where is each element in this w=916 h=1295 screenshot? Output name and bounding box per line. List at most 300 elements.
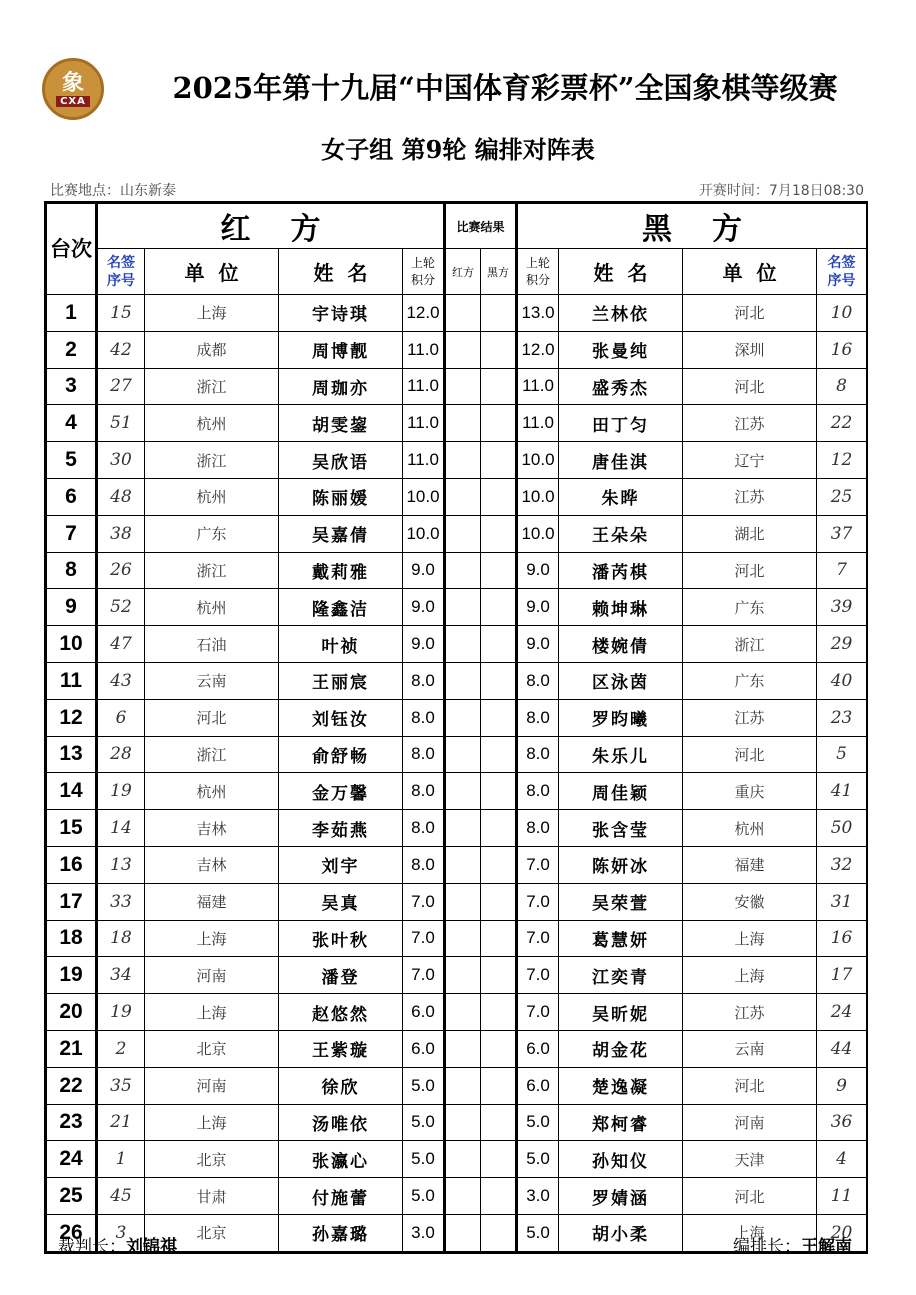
red-seq: 3 bbox=[97, 1214, 145, 1251]
result-black-cell bbox=[481, 331, 517, 368]
result-red-cell bbox=[445, 552, 481, 589]
start-time-label: 开赛时间：7月18日08:30 bbox=[698, 183, 864, 199]
board-number: 22 bbox=[47, 1067, 97, 1104]
result-black-cell bbox=[481, 773, 517, 810]
red-score-header-text: 上轮积分 bbox=[410, 255, 435, 287]
table-row bbox=[47, 1178, 867, 1215]
result-red-cell bbox=[445, 773, 481, 810]
red-score: 10.0 bbox=[403, 515, 445, 552]
pairing-rows bbox=[47, 295, 867, 1252]
red-name: 汤唯依 bbox=[279, 1104, 403, 1141]
red-name: 叶祯 bbox=[279, 626, 403, 663]
black-unit: 江苏 bbox=[683, 405, 817, 442]
logo-text: CXA bbox=[56, 96, 90, 107]
page-subtitle: 女子组 第9轮 编排对阵表 bbox=[321, 135, 595, 164]
black-score: 7.0 bbox=[517, 920, 559, 957]
result-red-cell bbox=[445, 1141, 481, 1178]
red-score: 7.0 bbox=[403, 883, 445, 920]
table-row bbox=[47, 405, 867, 442]
black-seq: 16 bbox=[817, 920, 867, 957]
board-header: 台次 bbox=[47, 204, 97, 295]
black-name: 江奕青 bbox=[559, 957, 683, 994]
black-unit: 河北 bbox=[683, 295, 817, 332]
black-name: 罗昀曦 bbox=[559, 699, 683, 736]
board-number: 8 bbox=[47, 552, 97, 589]
red-seq: 35 bbox=[97, 1067, 145, 1104]
black-seq: 40 bbox=[817, 662, 867, 699]
result-red-cell bbox=[445, 846, 481, 883]
black-score: 5.0 bbox=[517, 1104, 559, 1141]
black-seq: 44 bbox=[817, 1030, 867, 1067]
black-seq: 17 bbox=[817, 957, 867, 994]
result-red-cell bbox=[445, 994, 481, 1031]
red-unit: 甘肃 bbox=[145, 1178, 279, 1215]
red-seq: 48 bbox=[97, 478, 145, 515]
black-unit: 辽宁 bbox=[683, 442, 817, 479]
black-score: 9.0 bbox=[517, 552, 559, 589]
result-black-cell bbox=[481, 736, 517, 773]
black-unit-header: 单位 bbox=[683, 249, 817, 295]
red-name: 付施蕾 bbox=[279, 1178, 403, 1215]
black-unit: 浙江 bbox=[683, 626, 817, 663]
red-seq: 18 bbox=[97, 920, 145, 957]
page-title: 2025年第十九届“中国体育彩票杯”全国象棋等级赛 bbox=[172, 71, 838, 105]
result-red-cell bbox=[445, 662, 481, 699]
black-seq: 23 bbox=[817, 699, 867, 736]
table-row bbox=[47, 331, 867, 368]
black-score: 7.0 bbox=[517, 883, 559, 920]
red-unit: 浙江 bbox=[145, 442, 279, 479]
red-score: 3.0 bbox=[403, 1214, 445, 1251]
black-seq: 8 bbox=[817, 368, 867, 405]
red-name: 刘钰汝 bbox=[279, 699, 403, 736]
red-seq: 33 bbox=[97, 883, 145, 920]
red-score: 11.0 bbox=[403, 368, 445, 405]
result-black-cell bbox=[481, 515, 517, 552]
red-seq: 51 bbox=[97, 405, 145, 442]
red-seq: 45 bbox=[97, 1178, 145, 1215]
black-score: 10.0 bbox=[517, 478, 559, 515]
black-score: 13.0 bbox=[517, 295, 559, 332]
black-seq: 12 bbox=[817, 442, 867, 479]
red-unit: 杭州 bbox=[145, 478, 279, 515]
black-score: 8.0 bbox=[517, 736, 559, 773]
red-score: 8.0 bbox=[403, 810, 445, 847]
board-number: 11 bbox=[47, 662, 97, 699]
red-name: 赵悠然 bbox=[279, 994, 403, 1031]
result-red-cell bbox=[445, 957, 481, 994]
red-name: 王丽宸 bbox=[279, 662, 403, 699]
result-black-cell bbox=[481, 589, 517, 626]
table-row bbox=[47, 589, 867, 626]
black-seq: 37 bbox=[817, 515, 867, 552]
result-black-cell bbox=[481, 295, 517, 332]
board-number: 7 bbox=[47, 515, 97, 552]
red-unit: 成都 bbox=[145, 331, 279, 368]
pairing-table bbox=[44, 201, 868, 1254]
result-black-cell bbox=[481, 994, 517, 1031]
venue-label: 比赛地点：山东新泰 bbox=[50, 183, 176, 199]
black-score: 8.0 bbox=[517, 810, 559, 847]
red-score: 7.0 bbox=[403, 957, 445, 994]
table-row bbox=[47, 626, 867, 663]
table-row bbox=[47, 773, 867, 810]
red-name: 李茹燕 bbox=[279, 810, 403, 847]
red-unit: 上海 bbox=[145, 994, 279, 1031]
red-score: 11.0 bbox=[403, 405, 445, 442]
red-score: 11.0 bbox=[403, 331, 445, 368]
red-score: 12.0 bbox=[403, 295, 445, 332]
black-name: 张含莹 bbox=[559, 810, 683, 847]
result-red-cell bbox=[445, 442, 481, 479]
board-number: 18 bbox=[47, 920, 97, 957]
result-black-cell bbox=[481, 883, 517, 920]
black-score: 12.0 bbox=[517, 331, 559, 368]
red-score: 8.0 bbox=[403, 736, 445, 773]
black-score: 7.0 bbox=[517, 846, 559, 883]
black-unit: 湖北 bbox=[683, 515, 817, 552]
result-black-cell bbox=[481, 846, 517, 883]
board-number: 16 bbox=[47, 846, 97, 883]
red-name: 刘宇 bbox=[279, 846, 403, 883]
black-unit: 河北 bbox=[683, 1178, 817, 1215]
result-black-cell bbox=[481, 1141, 517, 1178]
black-name: 潘芮棋 bbox=[559, 552, 683, 589]
black-seq-header-text: 名签序号 bbox=[827, 254, 856, 289]
red-score: 6.0 bbox=[403, 1030, 445, 1067]
red-unit: 吉林 bbox=[145, 810, 279, 847]
black-name: 区泳茵 bbox=[559, 662, 683, 699]
red-name-header: 姓名 bbox=[279, 249, 403, 295]
black-score-header-text: 上轮积分 bbox=[526, 255, 551, 287]
black-score: 10.0 bbox=[517, 442, 559, 479]
result-red-cell bbox=[445, 736, 481, 773]
black-name: 盛秀杰 bbox=[559, 368, 683, 405]
red-seq: 21 bbox=[97, 1104, 145, 1141]
red-name: 陈丽媛 bbox=[279, 478, 403, 515]
board-number: 20 bbox=[47, 994, 97, 1031]
black-name: 胡金花 bbox=[559, 1030, 683, 1067]
board-number: 19 bbox=[47, 957, 97, 994]
black-unit: 江苏 bbox=[683, 994, 817, 1031]
result-red-cell bbox=[445, 478, 481, 515]
black-score-header bbox=[517, 249, 559, 295]
black-unit: 江苏 bbox=[683, 699, 817, 736]
red-unit: 杭州 bbox=[145, 589, 279, 626]
black-seq-header bbox=[817, 249, 867, 295]
red-name: 周博靓 bbox=[279, 331, 403, 368]
red-score: 6.0 bbox=[403, 994, 445, 1031]
red-name: 吴真 bbox=[279, 883, 403, 920]
red-seq: 47 bbox=[97, 626, 145, 663]
black-seq: 39 bbox=[817, 589, 867, 626]
black-name: 吴昕妮 bbox=[559, 994, 683, 1031]
black-unit: 深圳 bbox=[683, 331, 817, 368]
red-seq: 19 bbox=[97, 773, 145, 810]
red-unit: 浙江 bbox=[145, 552, 279, 589]
result-red-header: 红方 bbox=[445, 249, 481, 295]
red-score: 8.0 bbox=[403, 773, 445, 810]
board-number: 14 bbox=[47, 773, 97, 810]
black-score: 11.0 bbox=[517, 368, 559, 405]
red-seq: 42 bbox=[97, 331, 145, 368]
red-unit: 北京 bbox=[145, 1214, 279, 1251]
result-red-cell bbox=[445, 295, 481, 332]
black-side-header: 黑方 bbox=[517, 204, 867, 249]
board-number: 9 bbox=[47, 589, 97, 626]
black-score: 8.0 bbox=[517, 662, 559, 699]
red-unit: 河北 bbox=[145, 699, 279, 736]
result-red-cell bbox=[445, 1178, 481, 1215]
red-score: 5.0 bbox=[403, 1067, 445, 1104]
red-seq: 6 bbox=[97, 699, 145, 736]
red-unit: 广东 bbox=[145, 515, 279, 552]
table-row bbox=[47, 1067, 867, 1104]
table-row bbox=[47, 957, 867, 994]
red-unit: 上海 bbox=[145, 1104, 279, 1141]
result-black-cell bbox=[481, 1214, 517, 1251]
red-seq: 27 bbox=[97, 368, 145, 405]
black-unit: 杭州 bbox=[683, 810, 817, 847]
black-seq: 22 bbox=[817, 405, 867, 442]
red-unit: 杭州 bbox=[145, 773, 279, 810]
red-score: 8.0 bbox=[403, 699, 445, 736]
black-unit: 广东 bbox=[683, 589, 817, 626]
table-row bbox=[47, 478, 867, 515]
black-seq: 31 bbox=[817, 883, 867, 920]
red-name: 俞舒畅 bbox=[279, 736, 403, 773]
board-number: 12 bbox=[47, 699, 97, 736]
red-seq: 26 bbox=[97, 552, 145, 589]
result-black-cell bbox=[481, 662, 517, 699]
result-black-cell bbox=[481, 405, 517, 442]
table-row bbox=[47, 552, 867, 589]
black-name: 王朵朵 bbox=[559, 515, 683, 552]
red-unit: 浙江 bbox=[145, 736, 279, 773]
black-seq: 9 bbox=[817, 1067, 867, 1104]
result-red-cell bbox=[445, 883, 481, 920]
table-row bbox=[47, 1030, 867, 1067]
red-unit: 河南 bbox=[145, 957, 279, 994]
black-score: 9.0 bbox=[517, 626, 559, 663]
chief-arranger-label: 编排长： bbox=[733, 1237, 801, 1257]
result-black-cell bbox=[481, 957, 517, 994]
board-number: 2 bbox=[47, 331, 97, 368]
black-seq: 4 bbox=[817, 1141, 867, 1178]
red-name: 徐欣 bbox=[279, 1067, 403, 1104]
result-black-cell bbox=[481, 626, 517, 663]
table-row bbox=[47, 810, 867, 847]
black-unit: 福建 bbox=[683, 846, 817, 883]
red-seq: 34 bbox=[97, 957, 145, 994]
red-seq: 52 bbox=[97, 589, 145, 626]
result-black-cell bbox=[481, 552, 517, 589]
black-seq: 36 bbox=[817, 1104, 867, 1141]
black-score: 11.0 bbox=[517, 405, 559, 442]
black-seq: 16 bbox=[817, 331, 867, 368]
black-name: 张曼纯 bbox=[559, 331, 683, 368]
black-unit: 安徽 bbox=[683, 883, 817, 920]
red-name: 张叶秋 bbox=[279, 920, 403, 957]
red-seq: 15 bbox=[97, 295, 145, 332]
black-unit: 河北 bbox=[683, 368, 817, 405]
red-name: 周珈亦 bbox=[279, 368, 403, 405]
red-name: 戴莉雅 bbox=[279, 552, 403, 589]
result-red-cell bbox=[445, 920, 481, 957]
result-black-cell bbox=[481, 442, 517, 479]
black-name: 朱晔 bbox=[559, 478, 683, 515]
black-unit: 河南 bbox=[683, 1104, 817, 1141]
red-name: 王紫璇 bbox=[279, 1030, 403, 1067]
board-number: 13 bbox=[47, 736, 97, 773]
table-row bbox=[47, 515, 867, 552]
red-unit: 吉林 bbox=[145, 846, 279, 883]
board-number: 4 bbox=[47, 405, 97, 442]
black-score: 9.0 bbox=[517, 589, 559, 626]
red-score: 8.0 bbox=[403, 846, 445, 883]
black-unit: 天津 bbox=[683, 1141, 817, 1178]
black-name: 唐佳淇 bbox=[559, 442, 683, 479]
black-name: 陈妍冰 bbox=[559, 846, 683, 883]
red-unit: 石油 bbox=[145, 626, 279, 663]
red-score: 11.0 bbox=[403, 442, 445, 479]
table-row bbox=[47, 295, 867, 332]
board-number: 21 bbox=[47, 1030, 97, 1067]
board-number: 3 bbox=[47, 368, 97, 405]
red-name: 潘登 bbox=[279, 957, 403, 994]
red-seq: 38 bbox=[97, 515, 145, 552]
result-red-cell bbox=[445, 331, 481, 368]
result-red-cell bbox=[445, 1030, 481, 1067]
table-row bbox=[47, 736, 867, 773]
table-row bbox=[47, 1104, 867, 1141]
black-seq: 11 bbox=[817, 1178, 867, 1215]
chief-arranger bbox=[733, 1232, 852, 1257]
board-number: 23 bbox=[47, 1104, 97, 1141]
red-score: 7.0 bbox=[403, 920, 445, 957]
result-black-cell bbox=[481, 1104, 517, 1141]
black-score: 10.0 bbox=[517, 515, 559, 552]
result-red-cell bbox=[445, 405, 481, 442]
result-red-cell bbox=[445, 589, 481, 626]
red-score: 5.0 bbox=[403, 1178, 445, 1215]
black-seq: 25 bbox=[817, 478, 867, 515]
result-red-cell bbox=[445, 515, 481, 552]
black-score: 5.0 bbox=[517, 1141, 559, 1178]
red-score: 5.0 bbox=[403, 1104, 445, 1141]
red-seq: 1 bbox=[97, 1141, 145, 1178]
result-red-cell bbox=[445, 1104, 481, 1141]
black-name: 郑柯睿 bbox=[559, 1104, 683, 1141]
black-score: 6.0 bbox=[517, 1030, 559, 1067]
red-side-header: 红方 bbox=[97, 204, 445, 249]
black-name: 孙知仪 bbox=[559, 1141, 683, 1178]
red-name: 隆鑫洁 bbox=[279, 589, 403, 626]
result-black-cell bbox=[481, 1178, 517, 1215]
result-black-cell bbox=[481, 920, 517, 957]
black-unit: 上海 bbox=[683, 957, 817, 994]
red-name: 孙嘉璐 bbox=[279, 1214, 403, 1251]
red-score: 10.0 bbox=[403, 478, 445, 515]
red-unit: 北京 bbox=[145, 1141, 279, 1178]
result-black-header: 黑方 bbox=[481, 249, 517, 295]
black-seq: 32 bbox=[817, 846, 867, 883]
black-score: 3.0 bbox=[517, 1178, 559, 1215]
result-red-cell bbox=[445, 699, 481, 736]
table-row bbox=[47, 368, 867, 405]
red-unit: 上海 bbox=[145, 920, 279, 957]
cxa-logo bbox=[42, 58, 104, 120]
red-unit: 河南 bbox=[145, 1067, 279, 1104]
result-red-cell bbox=[445, 626, 481, 663]
red-seq-header bbox=[97, 249, 145, 295]
board-number: 15 bbox=[47, 810, 97, 847]
red-name: 张瀛心 bbox=[279, 1141, 403, 1178]
black-seq: 24 bbox=[817, 994, 867, 1031]
red-name: 吴欣语 bbox=[279, 442, 403, 479]
black-score: 6.0 bbox=[517, 1067, 559, 1104]
red-name: 宇诗琪 bbox=[279, 295, 403, 332]
result-red-cell bbox=[445, 810, 481, 847]
black-unit: 云南 bbox=[683, 1030, 817, 1067]
black-seq: 5 bbox=[817, 736, 867, 773]
black-score: 8.0 bbox=[517, 773, 559, 810]
black-seq: 20 bbox=[817, 1214, 867, 1251]
red-seq-header-text: 名签序号 bbox=[107, 254, 135, 289]
black-seq: 29 bbox=[817, 626, 867, 663]
black-unit: 上海 bbox=[683, 1214, 817, 1251]
red-unit: 浙江 bbox=[145, 368, 279, 405]
red-unit: 杭州 bbox=[145, 405, 279, 442]
black-unit: 江苏 bbox=[683, 478, 817, 515]
red-seq: 19 bbox=[97, 994, 145, 1031]
black-score: 7.0 bbox=[517, 957, 559, 994]
chief-arranger-name: 王解南 bbox=[801, 1237, 852, 1257]
black-unit: 上海 bbox=[683, 920, 817, 957]
red-seq: 2 bbox=[97, 1030, 145, 1067]
black-name: 周佳颖 bbox=[559, 773, 683, 810]
result-black-cell bbox=[481, 1030, 517, 1067]
black-name: 兰林依 bbox=[559, 295, 683, 332]
table-row bbox=[47, 699, 867, 736]
red-name: 胡雯鋆 bbox=[279, 405, 403, 442]
red-unit: 福建 bbox=[145, 883, 279, 920]
black-name: 胡小柔 bbox=[559, 1214, 683, 1251]
red-name: 吴嘉倩 bbox=[279, 515, 403, 552]
result-header: 比赛结果 bbox=[445, 204, 517, 249]
red-score: 8.0 bbox=[403, 662, 445, 699]
black-unit: 河北 bbox=[683, 552, 817, 589]
black-seq: 7 bbox=[817, 552, 867, 589]
black-name: 田丁匀 bbox=[559, 405, 683, 442]
chief-referee bbox=[58, 1232, 177, 1257]
result-black-cell bbox=[481, 699, 517, 736]
black-unit: 河北 bbox=[683, 1067, 817, 1104]
result-red-cell bbox=[445, 368, 481, 405]
black-seq: 41 bbox=[817, 773, 867, 810]
black-seq: 50 bbox=[817, 810, 867, 847]
black-name: 朱乐儿 bbox=[559, 736, 683, 773]
result-black-cell bbox=[481, 810, 517, 847]
black-unit: 河北 bbox=[683, 736, 817, 773]
table-row bbox=[47, 442, 867, 479]
table-row bbox=[47, 662, 867, 699]
red-score: 9.0 bbox=[403, 589, 445, 626]
chief-referee-label: 裁判长： bbox=[58, 1237, 126, 1257]
black-name: 吴荣萱 bbox=[559, 883, 683, 920]
black-score: 5.0 bbox=[517, 1214, 559, 1251]
result-black-cell bbox=[481, 1067, 517, 1104]
